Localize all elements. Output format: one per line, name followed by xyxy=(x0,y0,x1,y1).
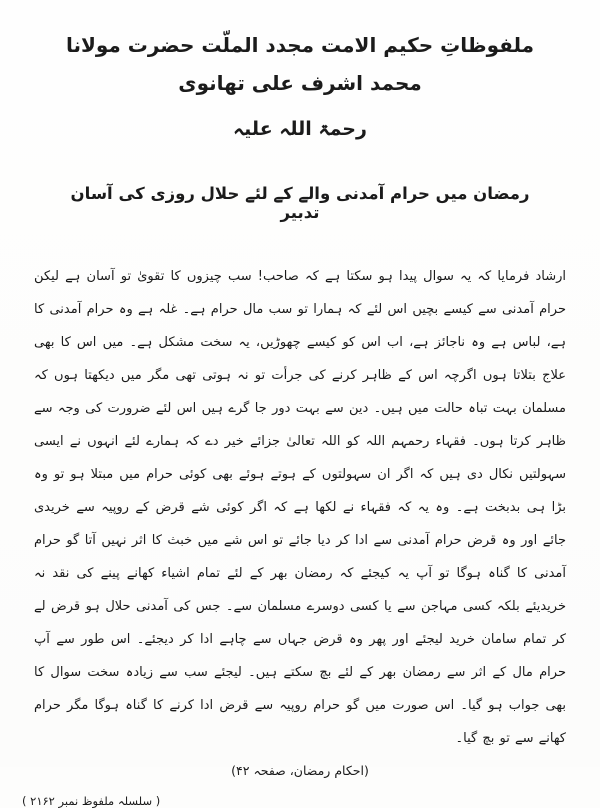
book-title: ملفوظاتِ حکیم الامت مجدد الملّت حضرت مولانا محمد اشرف علی تھانوی xyxy=(65,33,535,95)
body-paragraph: ارشاد فرمایا کہ یہ سوال پیدا ہو سکتا ہے کہ صاحب! سب چیزوں کا تقویٰ تو آسان ہے لیکن حرام آمدنی سے کیسے بچیں اس لئے کہ ہمارا تو سب مال حرام ہے۔ غلہ ہے وہ حرام آمدنی کا ہے، لباس ہے وہ ناجائز ہے، اب اس کو کیسے چھوڑیں، یہ سخت مشکل ہے۔ میں اس کا بھی علاج بتلاتا ہوں اگرچہ اس کے ظاہر کرنے کی جرأت تو نہ ہوتی تھی مگر میں دیکھتا ہوں کہ مسلمان بہت تباہ حالت میں ہیں۔ دین سے بہت دور جا گرے ہیں اس لئے ضرورت کی وجہ سے ظاہر کرتا ہوں۔ فقہاء رحمہم اللہ کو اللہ تعالیٰ جزائے خیر دے کہ ہمارے لئے انہوں نے ایسی سہولتیں نکال دی ہیں کہ اگر ان سہولتوں کے ہوتے ہوئے بھی کوئی حرام میں مبتلا ہو تو وہ بڑا ہی بدبخت ہے۔ وہ یہ کہ فقہاء نے لکھا ہے کہ اگر کوئی شے قرض کے روپیہ سے خریدی جائے اور وہ قرض حرام آمدنی سے ادا کر دیا جائے تو اس شے میں خبث کا اثر نہیں آتا گو حرام آمدنی کا گناہ ہوگا تو آپ یہ کیجئے کہ رمضان بھر کے لئے تمام اشیاء کھانے پینے کی نقد نہ خریدیئے بلکہ کسی مہاجن سے یا کسی دوسرے مسلمان سے۔ جس کی آمدنی حلال ہو قرض لے کر تمام سامان خرید لیجئے اور پھر وہ قرض جہاں سے چاہے ادا کر دیجئے۔ اس طور سے آپ حرام مال کے اثر سے رمضان بھر کے لئے بچ سکتے ہیں۔ لیجئے سب سے زیادہ سخت سوال کا بھی جواب ہو گیا۔ اس صورت میں گو حرام روپیہ سے قرض ادا کرنے کا گناہ ہوگا مگر حرام کھانے سے تو بچ گیا۔ xyxy=(34,269,566,746)
section-heading: رمضان میں حرام آمدنی والے کے لئے حلال روزی کی آسان تدبیر xyxy=(70,184,530,222)
title-block xyxy=(0,0,600,140)
source-citation: (احکام رمضان، صفحہ ۴۲) xyxy=(231,763,369,778)
author-honorific: رحمۃ اللہ علیہ xyxy=(233,118,367,140)
serial-number-note: ( سلسلہ ملفوظ نمبر ۲۱۶۲ ) xyxy=(22,794,161,808)
